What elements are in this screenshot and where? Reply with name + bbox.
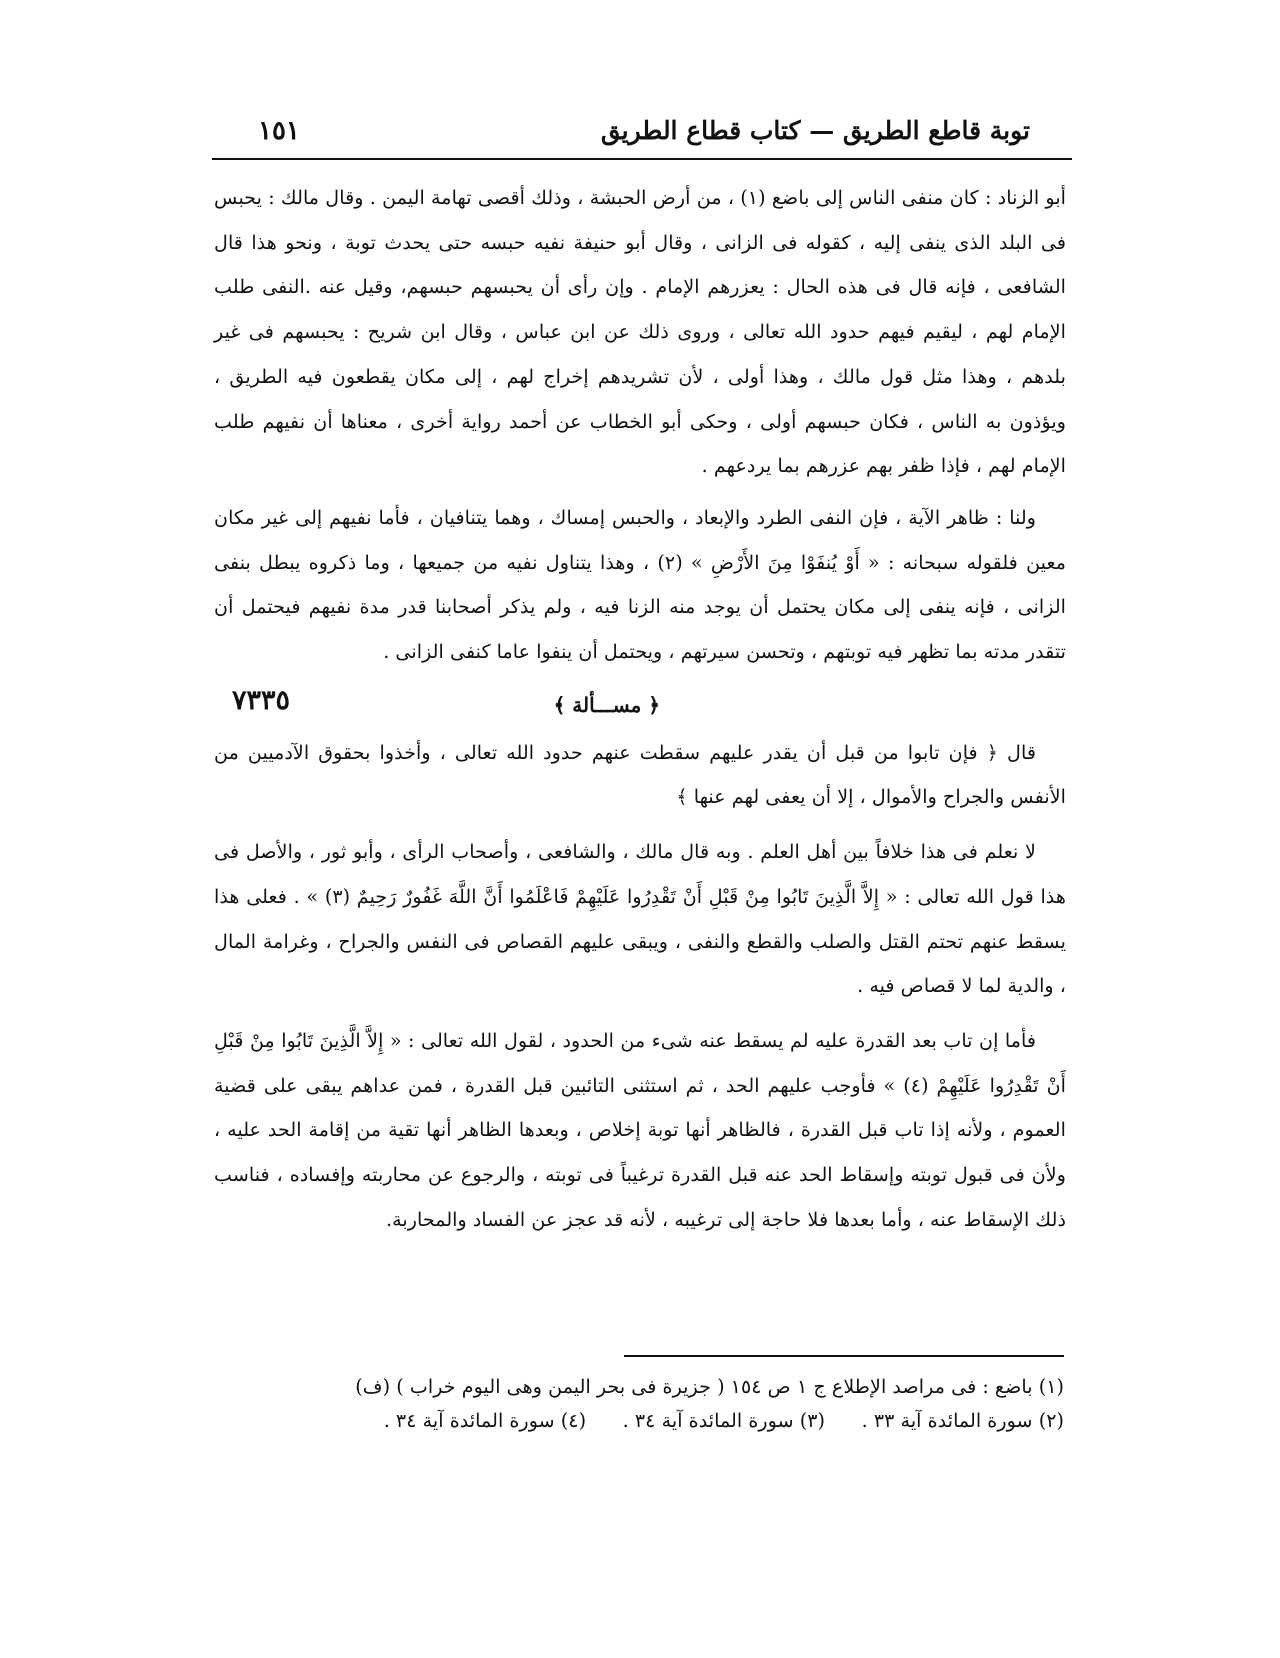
footnote-rule [624, 1355, 1064, 1357]
footnote: (٢) سورة المائدة آية ٣٣ . (٣) سورة المائدة آية ٣٤ . (٤) سورة المائدة آية ٣٤ . [383, 1409, 1064, 1432]
page-header [214, 112, 1066, 158]
issue-label: ﴿ مســـألة ﴾ [553, 692, 660, 717]
footnotes [224, 1370, 1064, 1438]
paragraph: فأما إن تاب بعد القدرة عليه لم يسقط عنه شىء من الحدود ، لقول الله تعالى : « إِلاَّ الَّذِينَ تَابُوا مِنْ قَبْلِ أَنْ تَقْدِرُوا عَلَيْهِمْ (٤) » فأوجب عليهم الحد ، ثم استثنى التائبين قبل القدرة ، فمن عداهم يبقى على قضية العموم ، ولأنه إذا تاب قبل القدرة ، فالظاهر أنها توبة إخلاص ، وبعدها الظاهر أنها تقية من إقامة الحد عليه ، ولأن فى قبول توبته وإسقاط الحد عنه قبل القدرة ترغيباً فى توبته ، والرجوع عن محاربته وإفساده ، فناسب ذلك الإسقاط عنه ، وأما بعدها فلا حاجة إلى ترغيبه ، لأنه قد عجز عن الفساد والمحاربة. [214, 1028, 1067, 1231]
paragraph: قال ﴿ فإن تابوا من قبل أن يقدر عليهم سقطت عنهم حدود الله تعالى ، وأخذوا بحقوق الآدميين من الأنفس والجراح والأموال ، إلا أن يعفى لهم عنها ﴾ [214, 740, 1066, 809]
issue-number: ٧٣٣٥ [232, 684, 291, 716]
paragraph: ولنا : ظاهر الآية ، فإن النفى الطرد والإبعاد ، والحبس إمساك ، وهما يتنافيان ، فأما نفيهم إلى غير مكان معين فلقوله سبحانه : « أَوْ يُنفَوْا مِنَ الأَرْضِ » (٢) ، وهذا يتناول نفيه من جميعها ، وما ذكروه يبطل بنفى الزانى ، فإنه ينفى إلى مكان يحتمل أن يوجد منه الزنا فيه ، ولم يذكر أصحابنا قدر مدة نفيهم فيحتمل أن تتقدر مدته بما تظهر فيه توبتهم ، وتحسن سيرتهم ، ويحتمل أن ينفوا عاما كنفى الزانى . [214, 505, 1066, 664]
page-number: ١٥١ [258, 116, 300, 146]
main-text [214, 176, 1066, 1242]
running-title: توبة قاطع الطريق — كتاب قطاع الطريق [600, 116, 1030, 145]
header-rule [212, 158, 1072, 160]
footnote: (١) باضع : فى مراصد الإطلاع ج ١ ص ١٥٤ ( جزيرة فى بحر اليمن وهى اليوم خراب ) (ف) [355, 1375, 1064, 1398]
paragraph: أبو الزناد : كان منفى الناس إلى باضع (١) ، من أرض الحبشة ، وذلك أقصى تهامة اليمن . وقال مالك : يحبس فى البلد الذى ينفى إليه ، كقوله فى الزانى ، وقال أبو حنيفة نفيه حبسه حتى يحدث توبة ، ونحو هذا قال الشافعى ، فإنه قال فى هذه الحال : يعزرهم الإمام . وإن رأى أن يحبسهم حبسهم، وقيل عنه .النفى طلب الإمام لهم ، ليقيم فيهم حدود الله تعالى ، وروى ذلك عن ابن عباس ، وقال ابن شريح : يحبسهم فى غير بلدهم ، وهذا مثل قول مالك ، وهذا أولى ، لأن تشريدهم إخراج لهم ، إلى مكان يقطعون فيه الطريق ، ويؤذون به الناس ، فكان حبسهم أولى ، وحكى أبو الخطاب عن أحمد رواية أخرى ، معناها أن نفيهم طلب الإمام لهم ، فإذا ظفر بهم عزرهم بما يردعهم . [214, 186, 1066, 478]
paragraph: لا نعلم فى هذا خلافاً بين أهل العلم . وبه قال مالك ، والشافعى ، وأصحاب الرأى ، وأبو ثور ، والأصل فى هذا قول الله تعالى : « إِلاَّ الَّذِينَ تَابُوا مِنْ قَبْلِ أَنْ تَقْدِرُوا عَلَيْهِمْ فَاعْلَمُوا أَنَّ اللَّهَ غَفُورٌ رَحِيمٌ (٣) » . فعلى هذا يسقط عنهم تحتم القتل والصلب والقطع والنفى ، ويبقى عليهم القصاص فى النفس والجراح ، وغرامة المال ، والدية لما لا قصاص فيه . [214, 840, 1066, 998]
issue-heading [214, 677, 1066, 731]
